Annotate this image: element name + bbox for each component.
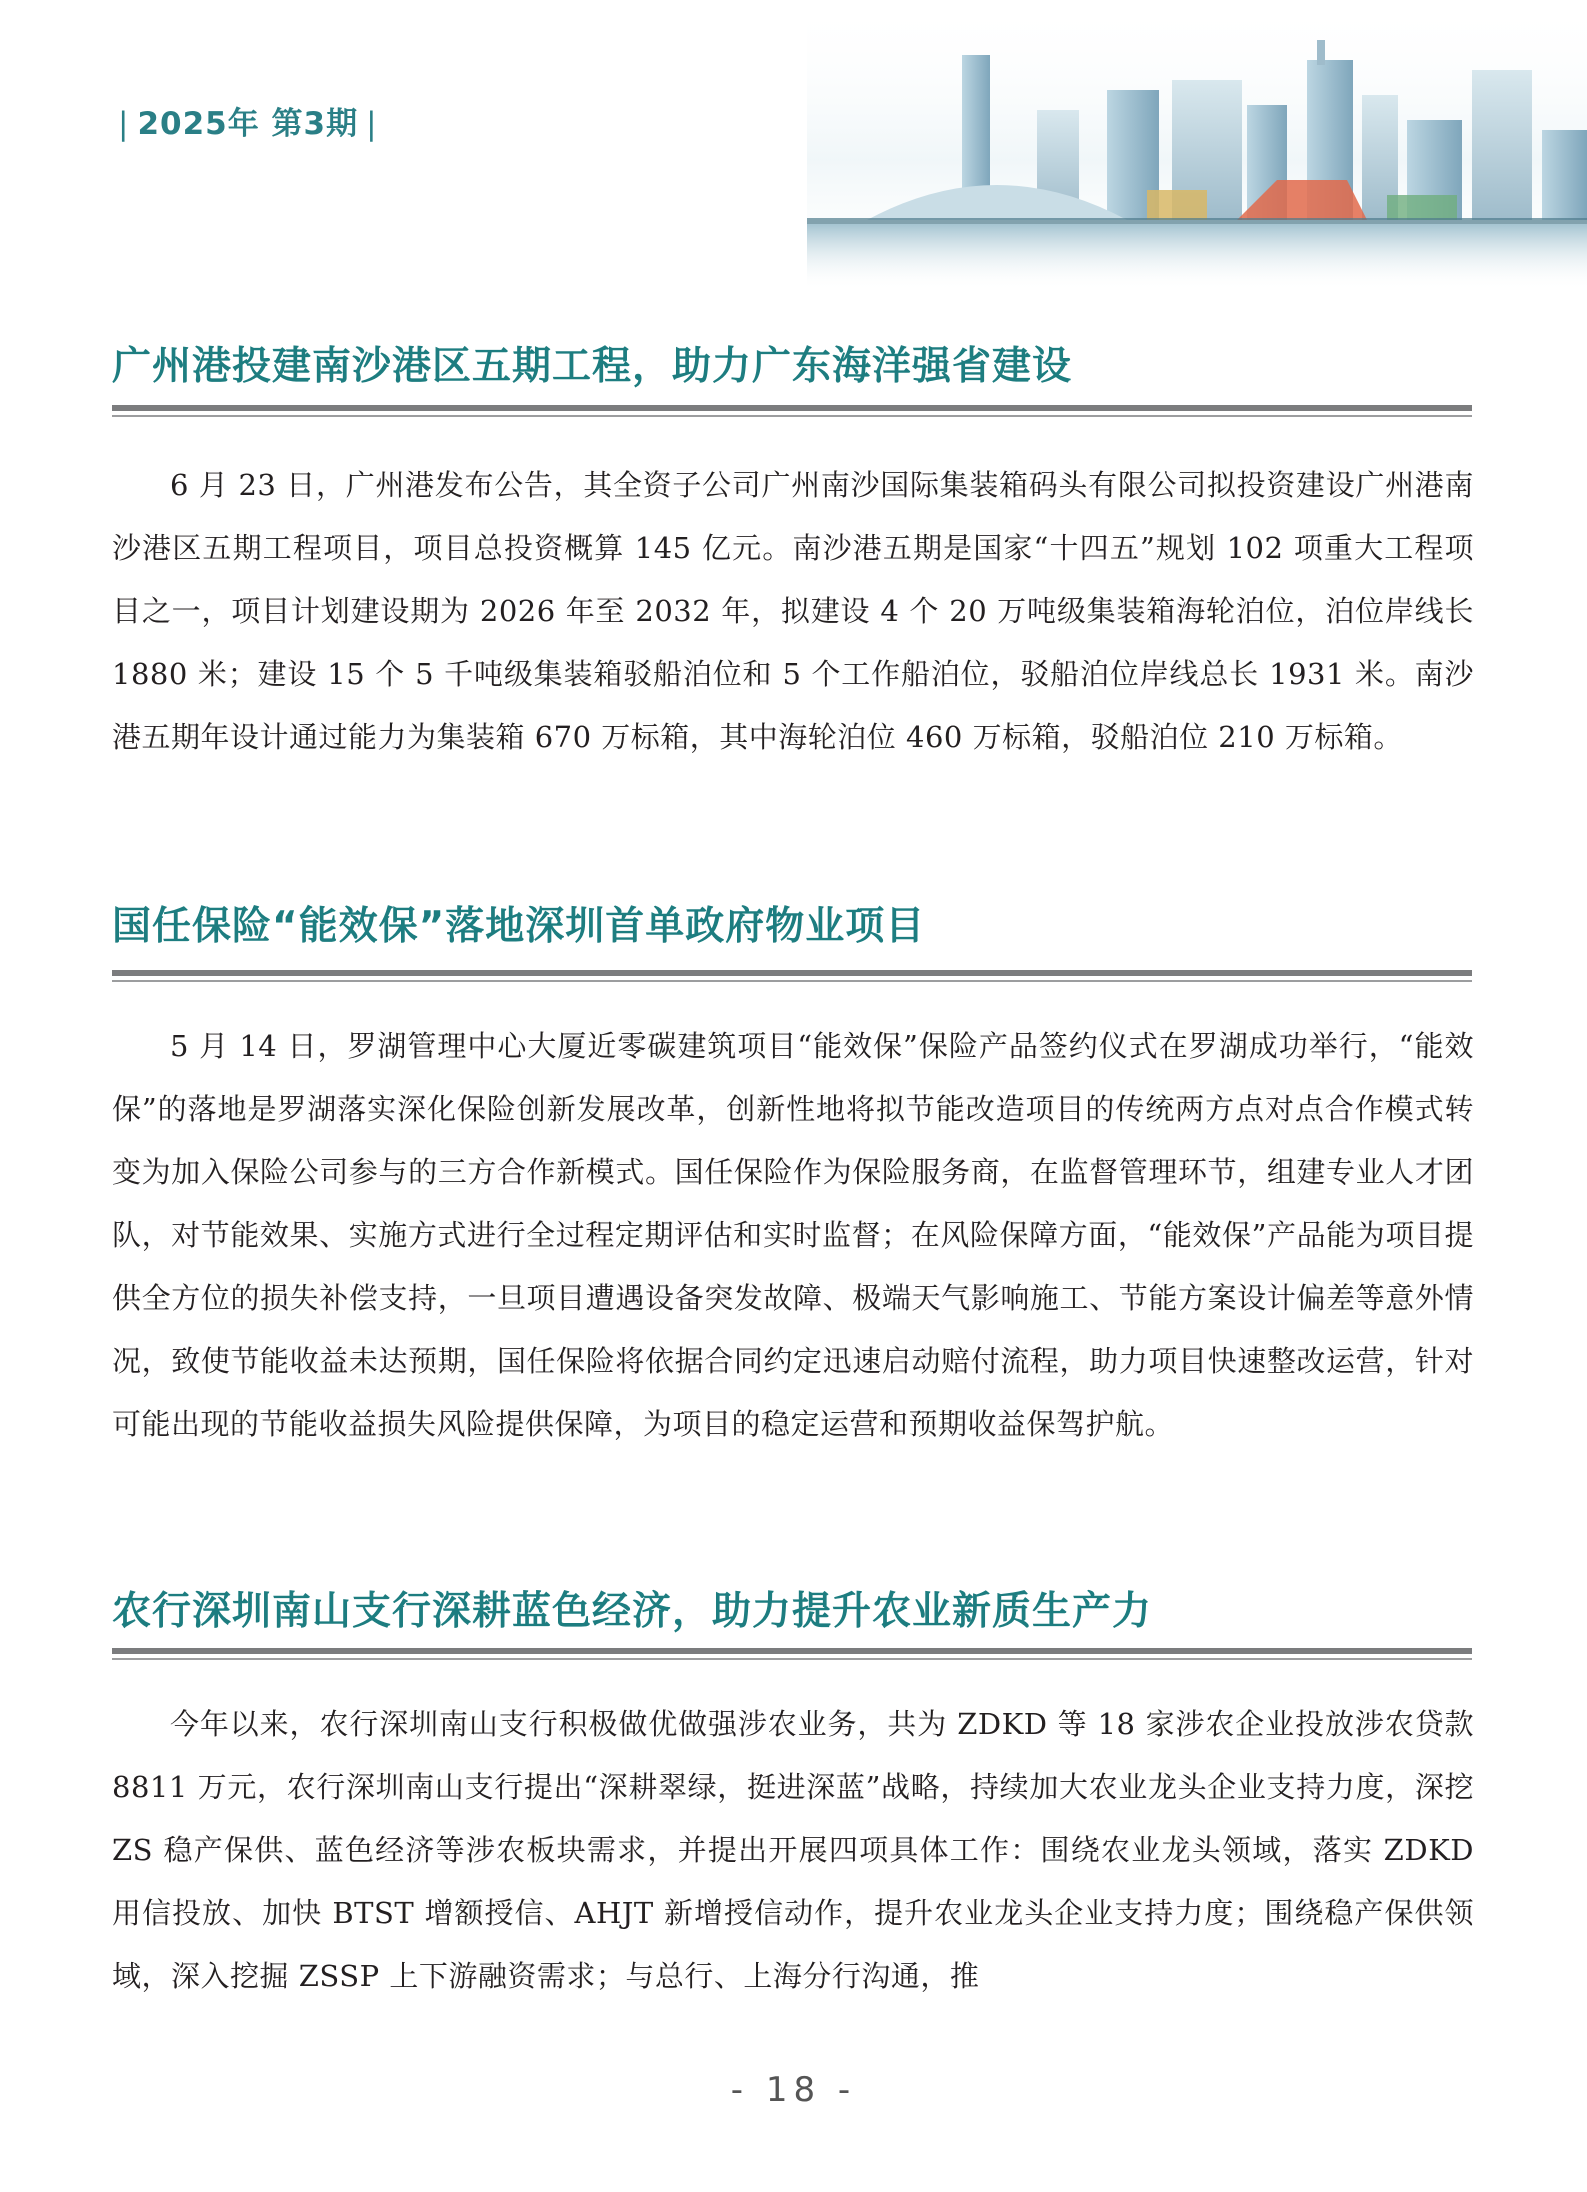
page-number: - 18 - [730, 2070, 857, 2110]
article-2-rule [112, 970, 1472, 984]
issue-bar-right: | [366, 106, 378, 142]
article-1-title: 广州港投建南沙港区五期工程，助力广东海洋强省建设 [112, 344, 1073, 389]
article-3-body: 今年以来，农行深圳南山支行积极做优做强涉农业务，共为 ZDKD 等 18 家涉农企业投放涉农贷款 8811 万元，农行深圳南山支行提出“深耕翠绿，挺进深蓝”战略，持续加大农业龙头企业支持力度，深挖 ZS 稳产保供、蓝色经济等涉农板块需求，并提出开展四项具体工作：围绕农业龙头领域，落实 ZDKD 用信投放、加快 BTST 增额授信、AHJT 新增授信动作，提升农业龙头企业支持力度；围绕稳产保供领域，深入挖掘 ZSSP 上下游融资需求；与总行、上海分行沟通，推 [112, 1707, 1474, 1993]
article-1-rule [112, 405, 1472, 419]
city-skyline-image [807, 0, 1587, 290]
issue-text: 2025年 第3期 [137, 106, 359, 142]
article-2-title: 国任保险“能效保”落地深圳首单政府物业项目 [112, 904, 926, 949]
article-3-rule [112, 1648, 1472, 1662]
article-2-body: 5 月 14 日，罗湖管理中心大厦近零碳建筑项目“能效保”保险产品签约仪式在罗湖成功举行，“能效保”的落地是罗湖落实深化保险创新发展改革，创新性地将拟节能改造项目的传统两方点对点合作模式转变为加入保险公司参与的三方合作新模式。国任保险作为保险服务商，在监督管理环节，组建专业人才团队，对节能效果、实施方式进行全过程定期评估和实时监督；在风险保障方面，“能效保”产品能为项目提供全方位的损失补偿支持，一旦项目遭遇设备突发故障、极端天气影响施工、节能方案设计偏差等意外情况，致使节能收益未达预期，国任保险将依据合同约定迅速启动赔付流程，助力项目快速整改运营，针对可能出现的节能收益损失风险提供保障，为项目的稳定运营和预期收益保驾护航。 [112, 1029, 1474, 1441]
article-3-title: 农行深圳南山支行深耕蓝色经济，助力提升农业新质生产力 [112, 1589, 1153, 1634]
article-1-body: 6 月 23 日，广州港发布公告，其全资子公司广州南沙国际集装箱码头有限公司拟投资建设广州港南沙港区五期工程项目，项目总投资概算 145 亿元。南沙港五期是国家“十四五”规划 102 项重大工程项目之一，项目计划建设期为 2026 年至 2032 年，拟建设 4 个 20 万吨级集装箱海轮泊位，泊位岸线长 1880 米；建设 15 个 5 千吨级集装箱驳船泊位和 5 个工作船泊位，驳船泊位岸线总长 1931 米。南沙港五期年设计通过能力为集装箱 670 万标箱，其中海轮泊位 460 万标箱，驳船泊位 210 万标箱。 [112, 468, 1474, 754]
issue-bar-left: | [118, 106, 130, 142]
issue-label [110, 98, 386, 143]
